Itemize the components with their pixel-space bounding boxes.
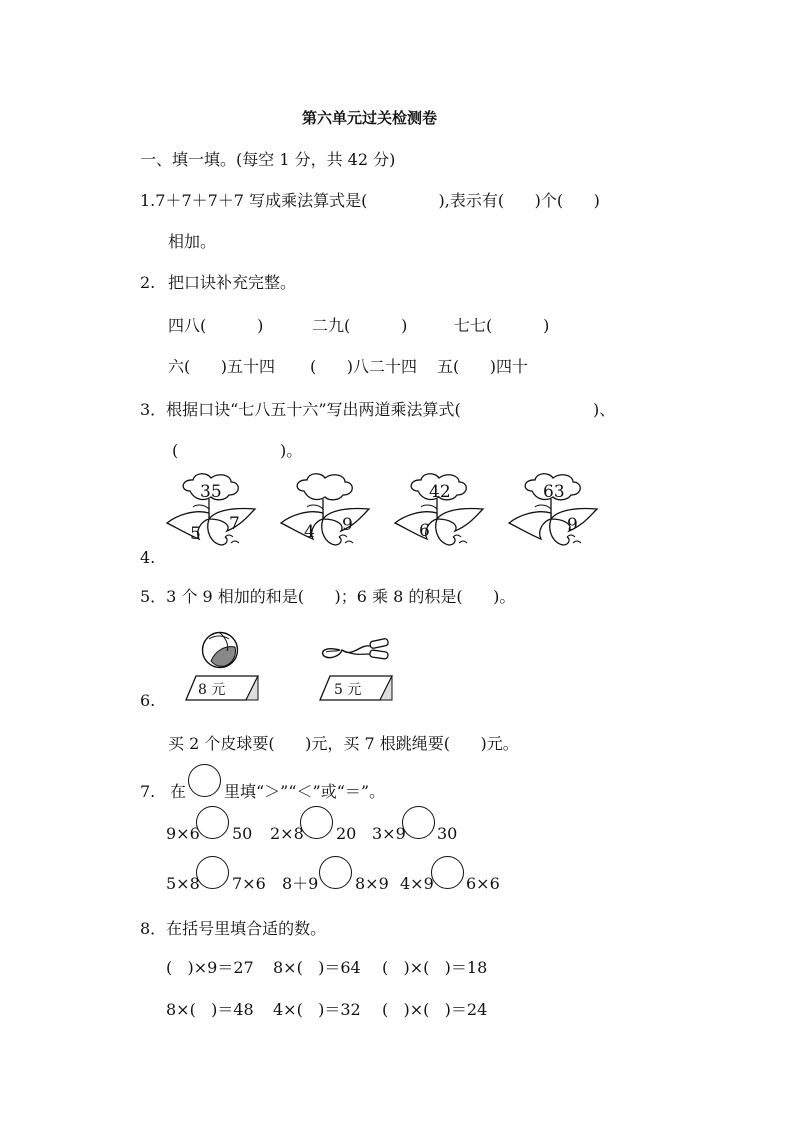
jump-rope-icon	[318, 634, 392, 666]
compare-circle[interactable]	[300, 806, 333, 839]
q3-line2: ( )。	[172, 441, 303, 460]
q2-rhyme: 六( )五十四	[168, 357, 276, 376]
compare-circle[interactable]	[319, 856, 352, 889]
flower-factor-left: 5	[190, 524, 201, 544]
q8-equation: 4×( )＝32	[273, 1000, 361, 1019]
q6-question: 买 2 个皮球要( )元，买 7 根跳绳要( )元。	[168, 734, 519, 753]
q8-equation: ( )×( )＝18	[382, 958, 488, 977]
flower-factor-right: 9	[342, 515, 353, 535]
flower-factor-left: 6	[419, 521, 430, 541]
compare-circle[interactable]	[402, 806, 435, 839]
q8-equation: 8×( )＝64	[273, 958, 361, 977]
compare-right: 50	[232, 824, 253, 843]
q8-instruction: 8．在括号里填合适的数。	[140, 919, 327, 938]
q5-line: 5．3 个 9 相加的和是( )；6 乘 8 的积是( )。	[140, 587, 516, 606]
compare-right: 20	[336, 824, 357, 843]
q7-instruction-end: 里填“＞”“＜”或“＝”。	[224, 782, 386, 801]
flower-product: 42	[429, 482, 451, 502]
q7-number: 7.	[140, 782, 156, 801]
q8-equation: ( )×( )＝24	[382, 1000, 488, 1019]
flower-factor-right: 9	[567, 515, 578, 535]
section-heading: 一、填一填。(每空 1 分，共 42 分)	[140, 150, 396, 169]
compare-circle[interactable]	[196, 806, 229, 839]
q6-number: 6.	[140, 691, 156, 710]
compare-right: 30	[437, 824, 458, 843]
compare-left: 3×9	[372, 824, 406, 843]
q2-instruction: 把口诀补充完整。	[168, 273, 297, 292]
q3-line1: 3．根据口诀“七八五十六”写出两道乘法算式( )、	[140, 400, 616, 419]
flower-product: 35	[200, 482, 222, 502]
compare-right: 8×9	[355, 874, 389, 893]
page-title: 第六单元过关检测卷	[302, 109, 438, 127]
q4-number: 4.	[140, 548, 156, 567]
q8-equation: ( )×9＝27	[166, 958, 254, 977]
compare-left: 9×6	[166, 824, 200, 843]
q2-rhyme: 七七( )	[454, 316, 550, 335]
q2-rhyme: ( )八二十四	[310, 357, 418, 376]
q7-instruction-start: 在	[170, 782, 187, 801]
q8-equation: 8×( )＝48	[166, 1000, 254, 1019]
compare-right: 7×6	[232, 874, 266, 893]
q2-number: 2.	[140, 273, 156, 292]
flower-product: 63	[543, 482, 565, 502]
ball-icon	[201, 631, 239, 669]
compare-circle[interactable]	[431, 856, 464, 889]
q1-line1: 1.7＋7＋7＋7 写成乘法算式是( ),表示有( )个( )	[140, 191, 600, 210]
compare-circle	[188, 764, 221, 797]
flower-factor-right: 7	[229, 514, 240, 534]
q2-rhyme: 五( )四十	[437, 357, 529, 376]
compare-left: 2×8	[270, 824, 304, 843]
rope-price: 5 元	[334, 682, 362, 698]
compare-right: 6×6	[466, 874, 500, 893]
flower-factor-left: 4	[304, 522, 315, 542]
flower-icon	[279, 473, 379, 555]
compare-circle[interactable]	[196, 856, 229, 889]
compare-left: 5×8	[166, 874, 200, 893]
ball-price: 8 元	[198, 682, 226, 698]
compare-left: 8＋9	[282, 874, 319, 893]
q2-rhyme: 二九( )	[312, 316, 408, 335]
compare-left: 4×9	[400, 874, 434, 893]
q2-rhyme: 四八( )	[168, 316, 264, 335]
q1-line2: 相加。	[168, 232, 217, 251]
